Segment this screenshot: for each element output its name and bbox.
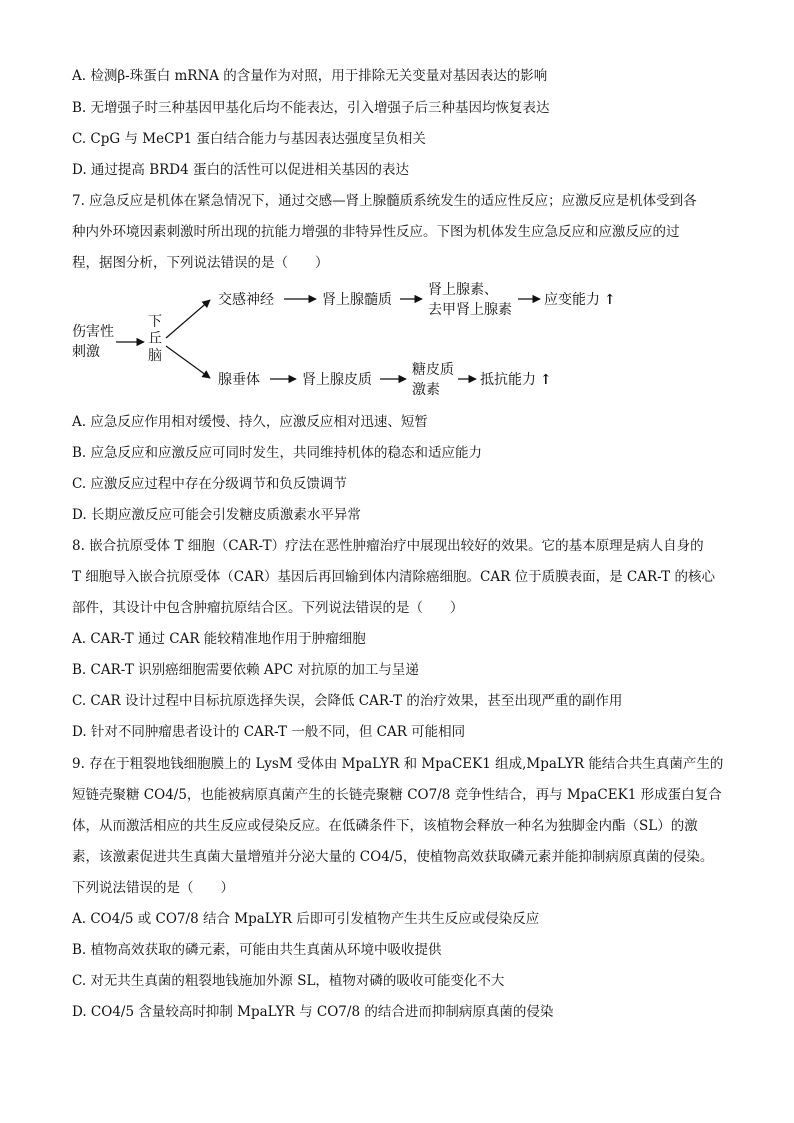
q9-stem-line-1: 9. 存在于粗裂地钱细胞膜上的 LysM 受体由 MpaLYR 和 MpaCEK1 组成,MpaLYR 能结合共生真菌产生的 xyxy=(72,756,724,772)
q9-stem-line-3: 体，从而激活相应的共生反应或侵染反应。在低磷条件下，该植物会释放一种名为独脚金内酯（SL）的激 xyxy=(72,818,698,834)
q6-option-c: C. CpG 与 MeCP1 蛋白结合能力与基因表达强度呈负相关 xyxy=(72,131,426,147)
stimulus-label-1: 伤害性 xyxy=(72,324,114,340)
adrenal-cortex-label: 肾上腺皮质 xyxy=(302,372,372,388)
q7-option-a: A. 应急反应作用相对缓慢、持久，应激反应相对迅速、短暂 xyxy=(72,414,428,430)
stress-response-diagram xyxy=(66,280,626,400)
adrenal-medulla-label: 肾上腺髓质 xyxy=(322,292,392,308)
q7-stem-line-2: 种内外环境因素刺激时所出现的抗能力增强的非特异性反应。下图为机体发生应急反应和应激反应的过 xyxy=(72,224,680,240)
stimulus-label-2: 刺激 xyxy=(72,344,100,360)
resistance-up-arrow-icon: ↑ xyxy=(540,372,552,388)
q8-option-c: C. CAR 设计过程中目标抗原选择失误，会降低 CAR-T 的治疗效果，甚至出现严重的副作用 xyxy=(72,693,623,709)
q7-stem-line-1: 7. 应急反应是机体在紧急情况下，通过交感—肾上腺髓质系统发生的适应性反应；应激反应是机体受到各 xyxy=(72,193,697,209)
arrow-hypothalamus-to-sympathetic xyxy=(166,300,210,338)
q9-stem-line-4: 素，该激素促进共生真菌大量增殖并分泌大量的 CO4/5，使植物高效获取磷元素并能抑制病原真菌的侵染。 xyxy=(72,849,714,865)
arrow-hypothalamus-to-pituitary xyxy=(166,346,210,378)
anterior-pituitary-label: 腺垂体 xyxy=(218,372,260,388)
q6-option-a: A. 检测β-珠蛋白 mRNA 的含量作为对照，用于排除无关变量对基因表达的影响 xyxy=(72,68,548,84)
q7-option-d: D. 长期应激反应可能会引发糖皮质激素水平异常 xyxy=(72,507,361,523)
q9-stem-line-2: 短链壳聚糖 CO4/5，也能被病原真菌产生的长链壳聚糖 CO7/8 竞争性结合，再与 MpaCEK1 形成蛋白复合 xyxy=(72,787,722,803)
hypothalamus-label-3: 脑 xyxy=(148,348,162,364)
q7-stem-line-3: 程，据图分析，下列说法错误的是（ ） xyxy=(72,255,329,271)
q9-option-b: B. 植物高效获取的磷元素，可能由共生真菌从环境中吸收提供 xyxy=(72,942,442,958)
adaptability-label: 应变能力 xyxy=(544,292,600,308)
glucocorticoid-label-2: 激素 xyxy=(412,382,440,398)
q7-option-b: B. 应急反应和应激反应可同时发生，共同维持机体的稳态和适应能力 xyxy=(72,445,483,461)
q8-stem-line-2: T 细胞导入嵌合抗原受体（CAR）基因后再回输到体内清除癌细胞。CAR 位于质膜表面，是 CAR-T 的核心 xyxy=(72,569,715,585)
q8-stem-line-3: 部件，其设计中包含肿瘤抗原结合区。下列说法错误的是（ ） xyxy=(72,600,464,616)
q6-option-d: D. 通过提高 BRD4 蛋白的活性可以促进相关基因的表达 xyxy=(72,162,410,178)
q8-option-b: B. CAR-T 识别癌细胞需要依赖 APC 对抗原的加工与呈递 xyxy=(72,662,419,678)
hypothalamus-label-2: 丘 xyxy=(148,331,162,347)
q9-option-c: C. 对无共生真菌的粗裂地钱施加外源 SL，植物对磷的吸收可能变化不大 xyxy=(72,973,505,989)
q9-stem-line-5: 下列说法错误的是（ ） xyxy=(72,880,234,896)
q8-stem-line-1: 8. 嵌合抗原受体 T 细胞（CAR-T）疗法在恶性肿瘤治疗中展现出较好的效果。它的基本原理是病人自身的 xyxy=(72,538,704,554)
q7-option-c: C. 应激反应过程中存在分级调节和负反馈调节 xyxy=(72,476,347,492)
sympathetic-nerve-label: 交感神经 xyxy=(218,292,274,308)
adaptability-up-arrow-icon: ↑ xyxy=(604,292,616,308)
q9-option-d: D. CO4/5 含量较高时抑制 MpaLYR 与 CO7/8 的结合进而抑制病原真菌的侵染 xyxy=(72,1004,554,1020)
glucocorticoid-label-1: 糖皮质 xyxy=(412,362,454,378)
q8-option-a: A. CAR-T 通过 CAR 能较精准地作用于肿瘤细胞 xyxy=(72,631,366,647)
q6-option-b: B. 无增强子时三种基因甲基化后均不能表达，引入增强子后三种基因均恢复表达 xyxy=(72,100,550,116)
epinephrine-label: 肾上腺素、 xyxy=(428,282,498,298)
q8-option-d: D. 针对不同肿瘤患者设计的 CAR-T 一般不同，但 CAR 可能相同 xyxy=(72,724,466,740)
resistance-label: 抵抗能力 xyxy=(480,372,536,388)
hypothalamus-label-1: 下 xyxy=(148,314,162,330)
norepinephrine-label: 去甲肾上腺素 xyxy=(428,302,512,318)
q9-option-a: A. CO4/5 或 CO7/8 结合 MpaLYR 后即可引发植物产生共生反应或侵染反应 xyxy=(72,911,540,927)
